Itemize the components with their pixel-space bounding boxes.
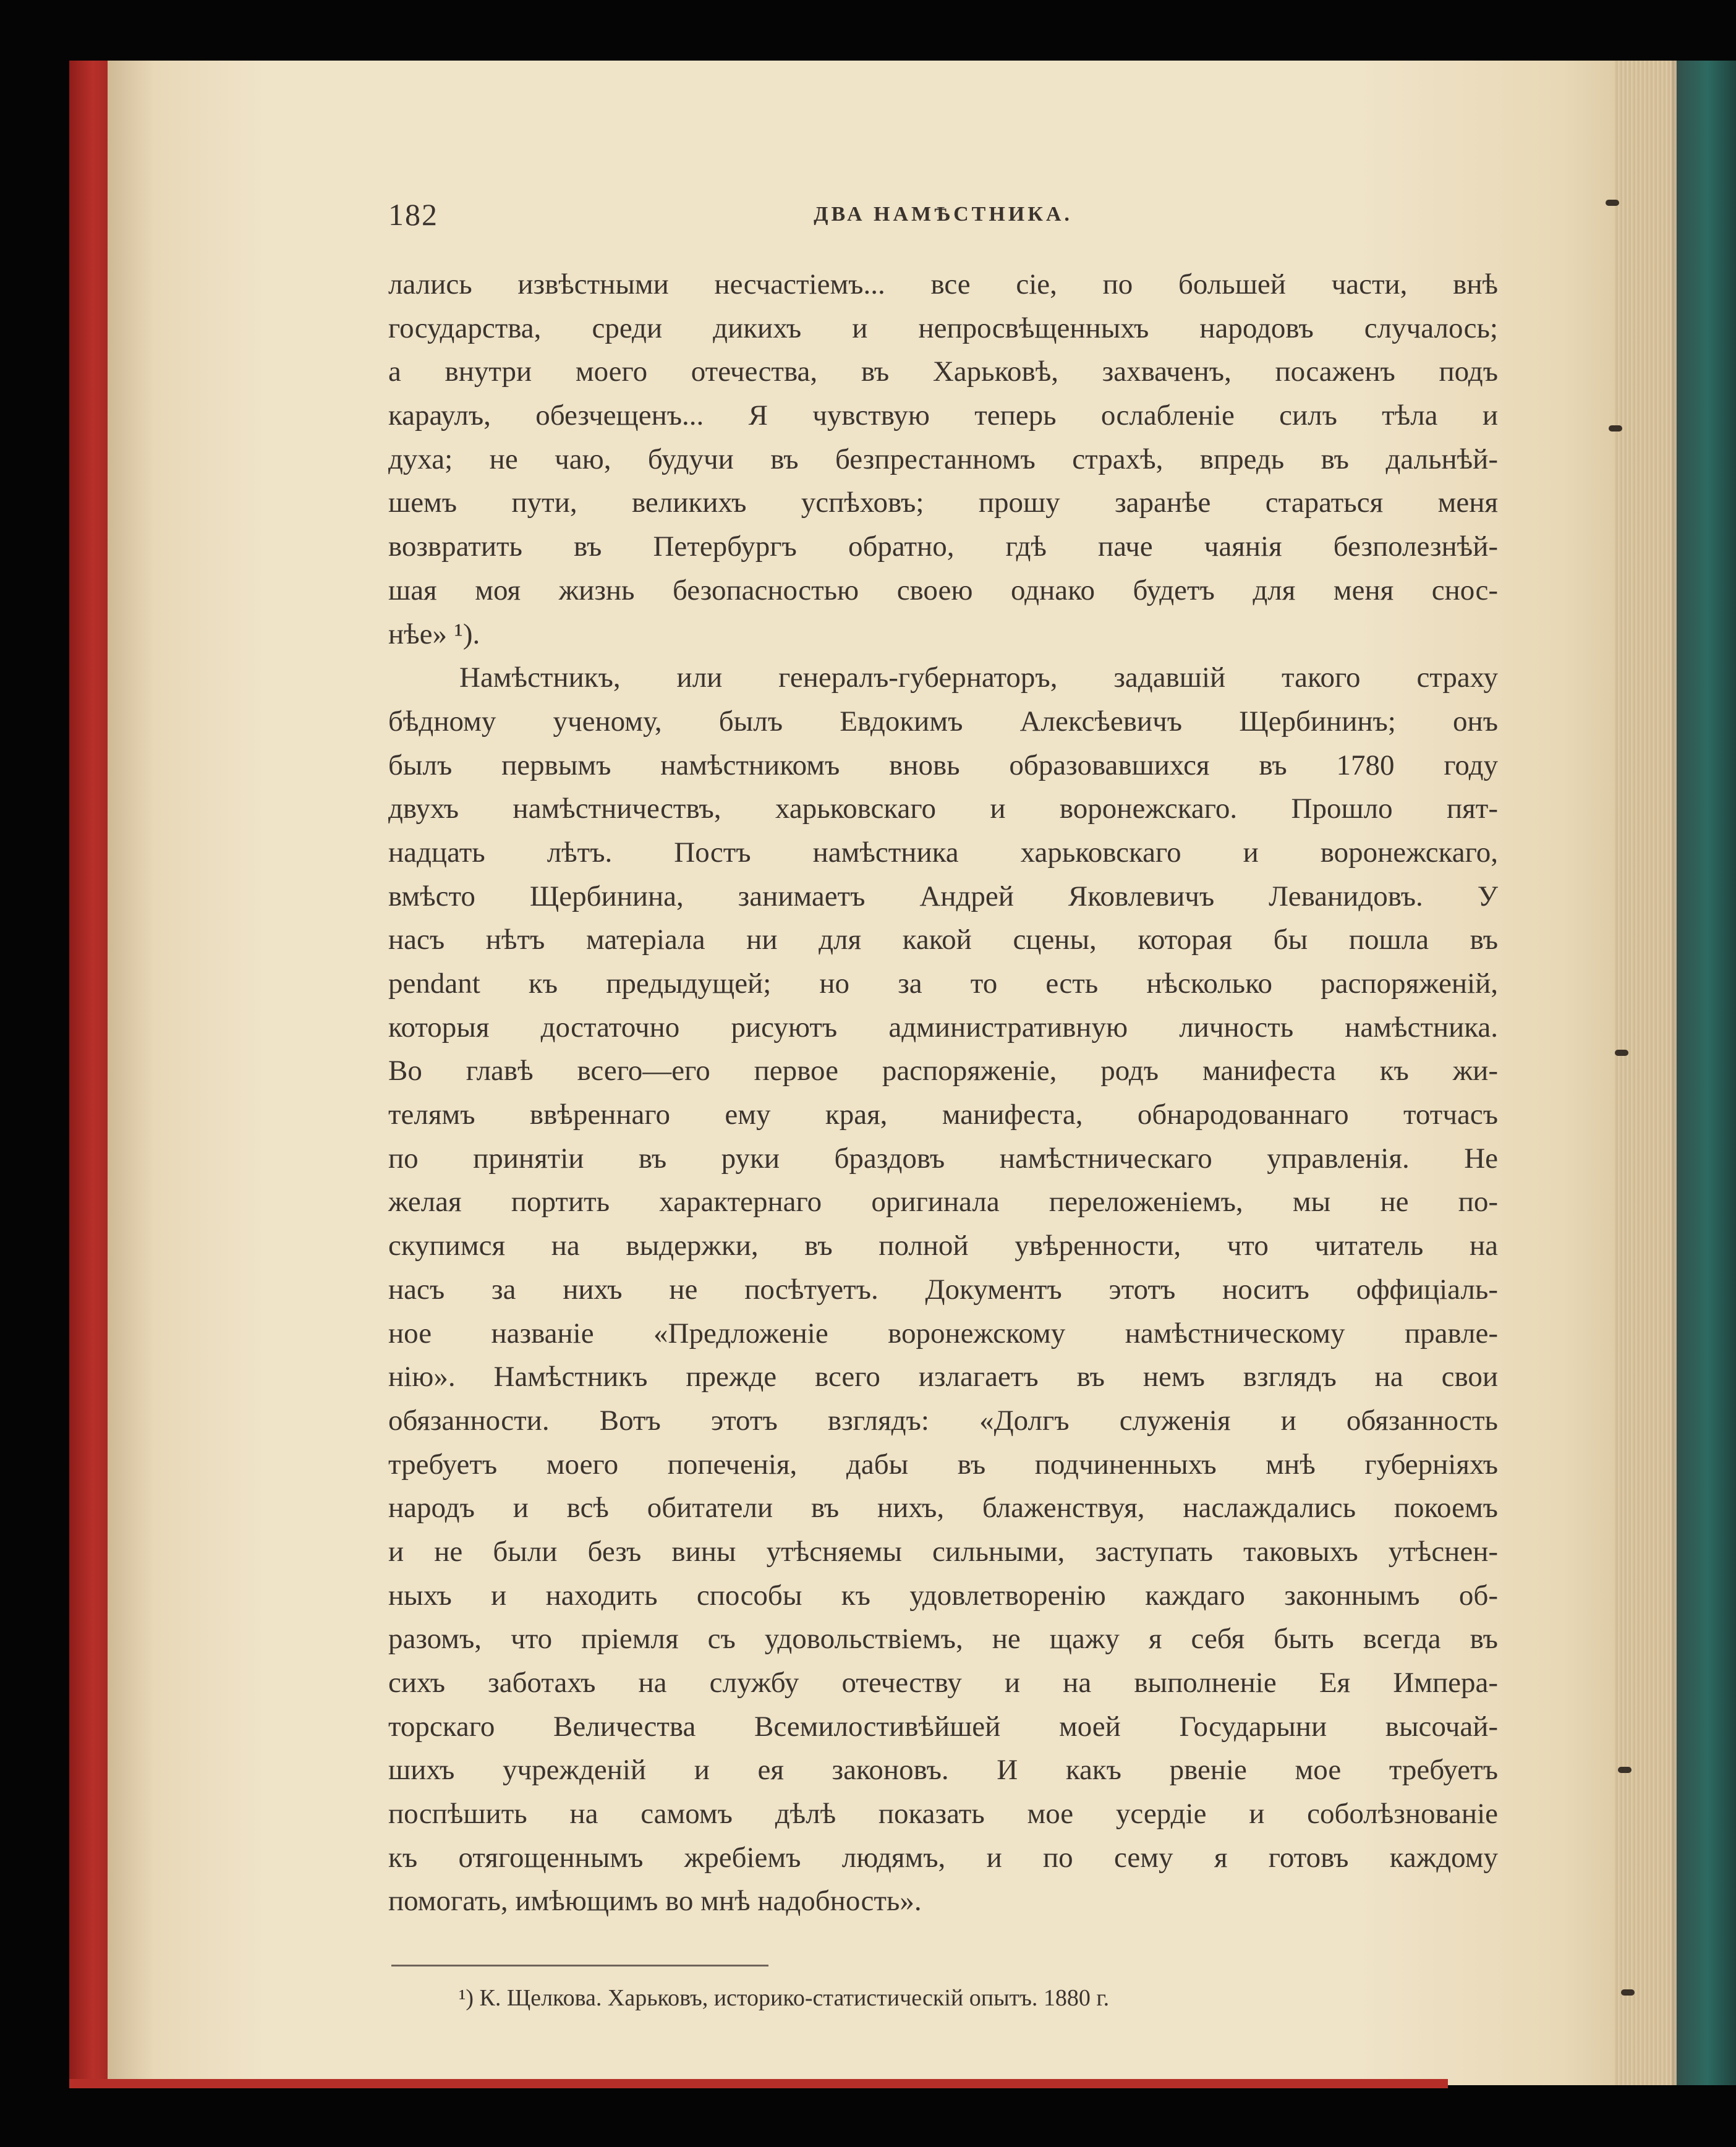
binding-mark <box>1606 200 1619 206</box>
book-cover-edge-right <box>1677 61 1736 2085</box>
page-number: 182 <box>388 197 438 232</box>
body-text <box>388 263 1498 1923</box>
binding-mark <box>1615 1050 1628 1056</box>
text-line: обязанности. Вотъ этотъ взглядъ: «Долгъ служенія и обязанность <box>388 1404 1498 1437</box>
text-line: государства, среди дикихъ и непросвѣщенныхъ народовъ случалось; <box>388 312 1498 344</box>
text-line: ныхъ и находить способы къ удовлетворенію каждаго законнымъ об- <box>388 1579 1498 1612</box>
text-line: духа; не чаю, будучи въ безпрестанномъ страхѣ, впредь въ дальнѣй- <box>388 443 1498 475</box>
text-line: поспѣшить на самомъ дѣлѣ показать мое усердіе и соболѣзнованіе <box>388 1798 1498 1830</box>
text-line: возвратить въ Петербургъ обратно, гдѣ паче чаянія безполезнѣй- <box>388 530 1498 563</box>
text-line: нію». Намѣстникъ прежде всего излагаетъ въ немъ взглядъ на свои <box>388 1361 1498 1393</box>
text-line: помогать, имѣющимъ во мнѣ надобность». <box>388 1885 922 1918</box>
text-line: требуетъ моего попеченія, дабы въ подчиненныхъ мнѣ губерніяхъ <box>388 1448 1498 1481</box>
text-line: бѣдному ученому, былъ Евдокимъ Алексѣевичъ Щербининъ; онъ <box>388 705 1498 738</box>
book-cover-edge-left <box>69 61 113 2088</box>
text-line: былъ первымъ намѣстникомъ вновь образовавшихся въ 1780 году <box>388 749 1498 781</box>
text-line: Во главѣ всего—его первое распоряженіе, родъ манифеста къ жи- <box>388 1055 1498 1087</box>
text-line: нѣе» ¹). <box>388 618 480 650</box>
text-line: насъ нѣтъ матеріала ни для какой сцены, которая бы пошла въ <box>388 924 1498 956</box>
text-line: ное названіе «Предложеніе воронежскому намѣстническому правле- <box>388 1317 1498 1350</box>
text-line: Намѣстникъ, или генералъ-губернаторъ, задавшій такого страху <box>459 661 1498 694</box>
text-line: къ отягощеннымъ жребіемъ людямъ, и по сему я готовъ каждому <box>388 1841 1498 1874</box>
text-line: надцать лѣтъ. Постъ намѣстника харьковскаго и воронежскаго, <box>388 836 1498 869</box>
running-title: ДВА НАМѢСТНИКА. <box>814 203 1073 226</box>
text-line: шихъ учрежденій и ея законовъ. И какъ рвеніе мое требуетъ <box>388 1754 1498 1787</box>
text-line: желая портить характернаго оригинала переложеніемъ, мы не по- <box>388 1186 1498 1218</box>
text-line: шая моя жизнь безопасностью своею однако будетъ для меня снос- <box>388 574 1498 606</box>
text-line: и не были безъ вины утѣсняемы сильными, заступать таковыхъ утѣснен- <box>388 1535 1498 1568</box>
text-line: караулъ, обезчещенъ... Я чувствую теперь ослабленіе силъ тѣла и <box>388 399 1498 432</box>
binding-mark <box>1609 425 1622 432</box>
text-line: по принятіи въ руки браздовъ намѣстническаго управленія. Не <box>388 1142 1498 1175</box>
text-line: вмѣсто Щербинина, занимаетъ Андрей Яковлевичъ Леванидовъ. У <box>388 880 1498 912</box>
text-line: разомъ, что пріемля съ удовольствіемъ, не щажу я себя быть всегда въ <box>388 1623 1498 1656</box>
text-line: торскаго Величества Всемилостивѣйшей моей Государыни высочай- <box>388 1710 1498 1743</box>
footnote-rule <box>391 1965 768 1966</box>
text-line: двухъ намѣстничествъ, харьковскаго и воронежскаго. Прошло пят- <box>388 793 1498 825</box>
page-header <box>388 197 1498 234</box>
text-line: pendant къ предыдущей; но за то есть нѣсколько распоряженій, <box>388 967 1498 1000</box>
binding-mark <box>1618 1767 1632 1773</box>
text-line: лались извѣстными несчастіемъ... все сіе, по большей части, внѣ <box>388 268 1498 300</box>
text-line: телямъ ввѣреннаго ему края, манифеста, обнародованнаго тотчасъ <box>388 1099 1498 1131</box>
text-line: которыя достаточно рисуютъ административную личность намѣстника. <box>388 1011 1498 1044</box>
text-line: насъ за нихъ не посѣтуетъ. Документъ этотъ носитъ оффиціаль- <box>388 1273 1498 1306</box>
binding-mark <box>1621 1989 1635 1996</box>
text-line: шемъ пути, великихъ успѣховъ; прошу заранѣе стараться меня <box>388 487 1498 519</box>
book-cover-edge-bottom <box>69 2079 1448 2088</box>
footnote: ¹) К. Щелкова. Харьковъ, историко-статистическій опытъ. 1880 г. <box>459 1985 1110 2011</box>
text-line: скупимся на выдержки, въ полной увѣренности, что читатель на <box>388 1230 1498 1262</box>
text-line: сихъ заботахъ на службу отечеству и на выполненіе Ея Импера- <box>388 1667 1498 1699</box>
text-line: а внутри моего отечества, въ Харьковѣ, захваченъ, посаженъ подъ <box>388 355 1498 388</box>
text-line: народъ и всѣ обитатели въ нихъ, блаженствуя, наслаждались покоемъ <box>388 1492 1498 1524</box>
